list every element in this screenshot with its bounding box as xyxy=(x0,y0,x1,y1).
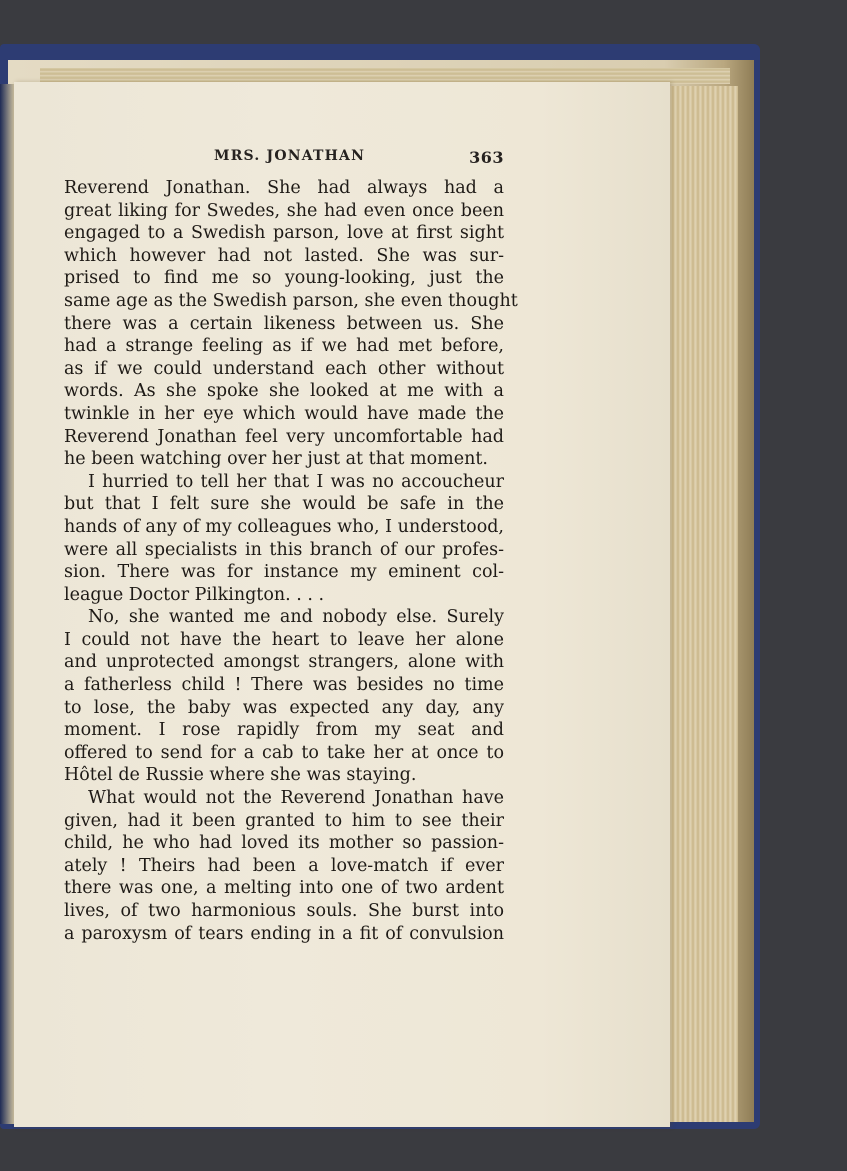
text-line: had a strange feeling as if we had met before, xyxy=(64,336,504,357)
text-line: were all specialists in this branch of our profes- xyxy=(64,539,504,560)
page-number: 363 xyxy=(469,148,504,167)
text-line: sion. There was for instance my eminent col- xyxy=(64,562,504,583)
text-line: No, she wanted me and nobody else. Surely xyxy=(88,607,504,628)
running-title: MRS. JONATHAN xyxy=(214,148,366,164)
text-line: words. As she spoke she looked at me with a xyxy=(64,381,504,402)
cover-left-rim xyxy=(0,84,14,1124)
text-line: I could not have the heart to leave her alone xyxy=(64,629,504,650)
text-line: moment. I rose rapidly from my seat and xyxy=(64,720,504,741)
text-line: ately ! Theirs had been a love-match if ever xyxy=(64,855,504,876)
text-line: engaged to a Swedish parson, love at first sight xyxy=(64,223,504,244)
page-fore-edges xyxy=(670,86,738,1122)
text-line: but that I felt sure she would be safe in the xyxy=(64,494,504,515)
text-line: Reverend Jonathan feel very uncomfortable had xyxy=(64,426,504,447)
text-line: there was one, a melting into one of two ardent xyxy=(64,878,504,899)
page-header xyxy=(64,148,504,170)
text-line: child, he who had loved its mother so passion- xyxy=(64,833,504,854)
text-line: given, had it been granted to him to see their xyxy=(64,810,504,831)
text-line: great liking for Swedes, she had even once been xyxy=(64,200,504,221)
text-line: as if we could understand each other without xyxy=(64,358,504,379)
text-line: league Doctor Pilkington. . . . xyxy=(64,584,325,605)
text-line: prised to find me so young-looking, just the xyxy=(64,268,504,289)
text-line: lives, of two harmonious souls. She burst into xyxy=(64,901,504,921)
text-line: which however had not lasted. She was sur- xyxy=(64,245,504,266)
text-line: there was a certain likeness between us. She xyxy=(64,313,504,334)
text-line: Hôtel de Russie where she was staying. xyxy=(64,765,417,786)
body-text xyxy=(64,177,518,945)
text-line: and unprotected amongst strangers, alone with xyxy=(64,652,504,673)
text-line: Reverend Jonathan. She had always had a xyxy=(64,178,504,198)
text-line: twinkle in her eye which would have made the xyxy=(64,403,504,424)
text-line: What would not the Reverend Jonathan have xyxy=(88,788,504,809)
text-line: hands of any of my colleagues who, I understood, xyxy=(64,516,504,537)
text-line: offered to send for a cab to take her at once to xyxy=(64,742,504,763)
text-line: he been watching over her just at that moment. xyxy=(64,449,488,470)
text-line: I hurried to tell her that I was no accoucheur xyxy=(88,471,504,492)
text-line: same age as the Swedish parson, she even thought xyxy=(64,290,518,311)
text-line: a fatherless child ! There was besides no time xyxy=(64,675,504,696)
text-line: a paroxysm of tears ending in a fit of convulsion xyxy=(64,923,504,944)
text-line: to lose, the baby was expected any day, any xyxy=(64,697,504,718)
